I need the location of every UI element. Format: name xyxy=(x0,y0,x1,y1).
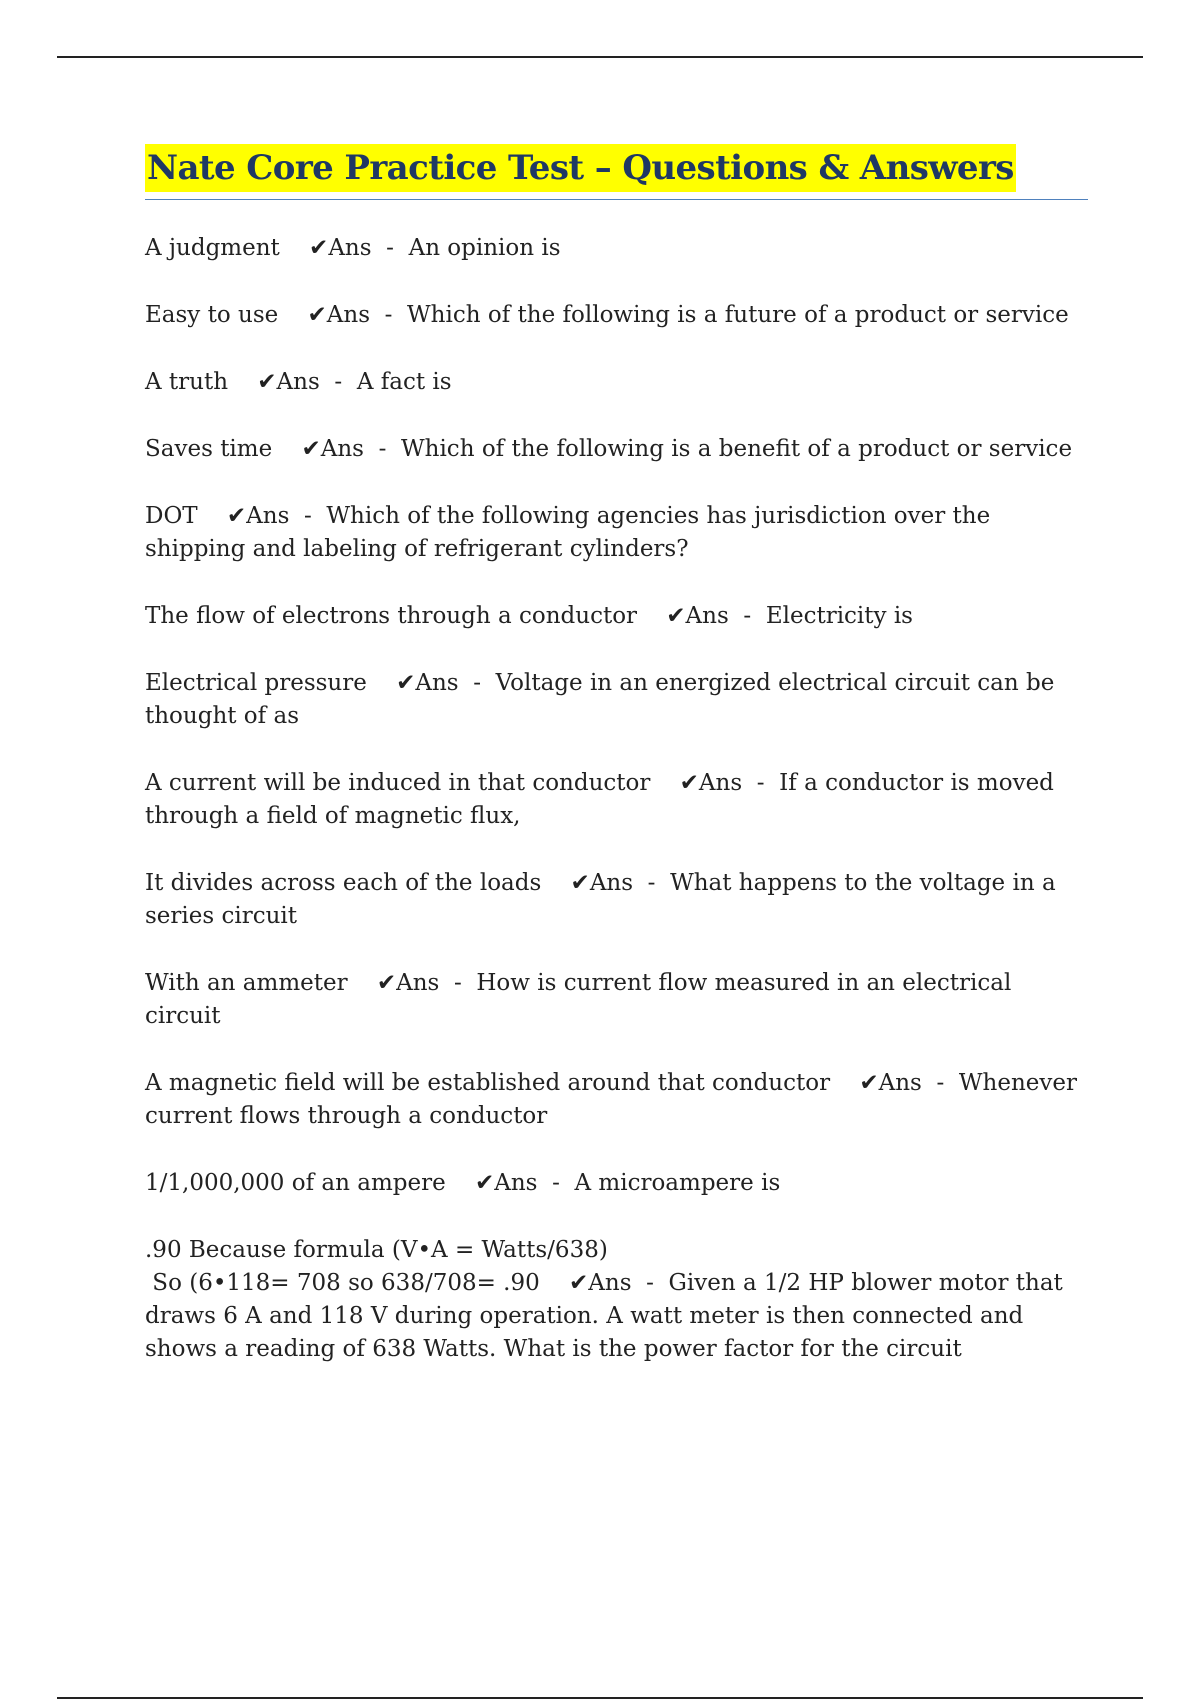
ans-marker: ✔Ans - xyxy=(859,1070,945,1096)
answer-text: The flow of electrons through a conductor xyxy=(145,603,638,629)
answer-text-line-2: So (6•118= 708 so 638/708= .90 xyxy=(145,1270,540,1296)
question-text: An opinion is xyxy=(408,235,561,261)
answer-text: Saves time xyxy=(145,436,273,462)
ans-marker: ✔Ans - xyxy=(301,436,387,462)
qa-item xyxy=(145,1067,1090,1133)
header-rule xyxy=(57,56,1143,58)
answer-text: A current will be induced in that conductor xyxy=(145,770,651,796)
title-block xyxy=(145,144,1088,200)
answer-text: A truth xyxy=(145,369,229,395)
qa-item xyxy=(145,967,1090,1033)
ans-marker: ✔Ans - xyxy=(376,970,462,996)
answer-text: A magnetic field will be established around that conductor xyxy=(145,1070,831,1096)
ans-marker: ✔Ans - xyxy=(474,1170,560,1196)
ans-marker: ✔Ans - xyxy=(569,1270,654,1296)
question-text: If a conductor is moved through a field of magnetic flux, xyxy=(145,770,1054,829)
qa-item xyxy=(145,667,1090,733)
question-text: A fact is xyxy=(356,369,452,395)
question-text: Which of the following agencies has jurisdiction over the shipping and labeling of refrigerant cylinders? xyxy=(145,503,991,562)
answer-text: With an ammeter xyxy=(145,970,348,996)
question-text: Which of the following is a future of a product or service xyxy=(407,302,1069,328)
ans-marker: ✔Ans - xyxy=(307,302,393,328)
qa-item xyxy=(145,1234,1090,1366)
question-text: Voltage in an energized electrical circuit can be thought of as xyxy=(145,670,1055,729)
ans-marker: ✔Ans - xyxy=(257,369,343,395)
ans-marker: ✔Ans - xyxy=(570,870,656,896)
footer-rule xyxy=(57,1697,1143,1699)
qa-item xyxy=(145,767,1090,833)
page-title: Nate Core Practice Test – Questions & Answers xyxy=(145,144,1016,192)
answer-text-line-1: .90 Because formula (V•A = Watts/638) xyxy=(145,1237,608,1263)
question-text: Electricity is xyxy=(765,603,913,629)
ans-marker: ✔Ans - xyxy=(666,603,752,629)
answer-text: It divides across each of the loads xyxy=(145,870,542,896)
answer-text: Easy to use xyxy=(145,302,279,328)
qa-item xyxy=(145,867,1090,933)
qa-item xyxy=(145,299,1090,332)
qa-item xyxy=(145,232,1090,265)
qa-list xyxy=(145,232,1090,1400)
question-text: What happens to the voltage in a series circuit xyxy=(145,870,1056,929)
ans-marker: ✔Ans - xyxy=(679,770,765,796)
question-text: Which of the following is a benefit of a product or service xyxy=(401,436,1073,462)
qa-item xyxy=(145,366,1090,399)
question-text: A microampere is xyxy=(574,1170,781,1196)
ans-marker: ✔Ans - xyxy=(396,670,482,696)
question-text: How is current flow measured in an electrical circuit xyxy=(145,970,1012,1029)
qa-item xyxy=(145,500,1090,566)
answer-text: Electrical pressure xyxy=(145,670,367,696)
qa-item xyxy=(145,1167,1090,1200)
answer-text: A judgment xyxy=(145,235,280,261)
question-text: Given a 1/2 HP blower motor that draws 6 A and 118 V during operation. A watt meter is then connected and shows a reading of 638 Watts. What is the power factor for the circuit xyxy=(145,1270,1063,1362)
question-text: Whenever current flows through a conductor xyxy=(145,1070,1077,1129)
qa-item xyxy=(145,600,1090,633)
answer-text: 1/1,000,000 of an ampere xyxy=(145,1170,446,1196)
ans-marker: ✔Ans - xyxy=(226,503,312,529)
answer-text: DOT xyxy=(145,503,198,529)
qa-item xyxy=(145,433,1090,466)
ans-marker: ✔Ans - xyxy=(309,235,394,261)
